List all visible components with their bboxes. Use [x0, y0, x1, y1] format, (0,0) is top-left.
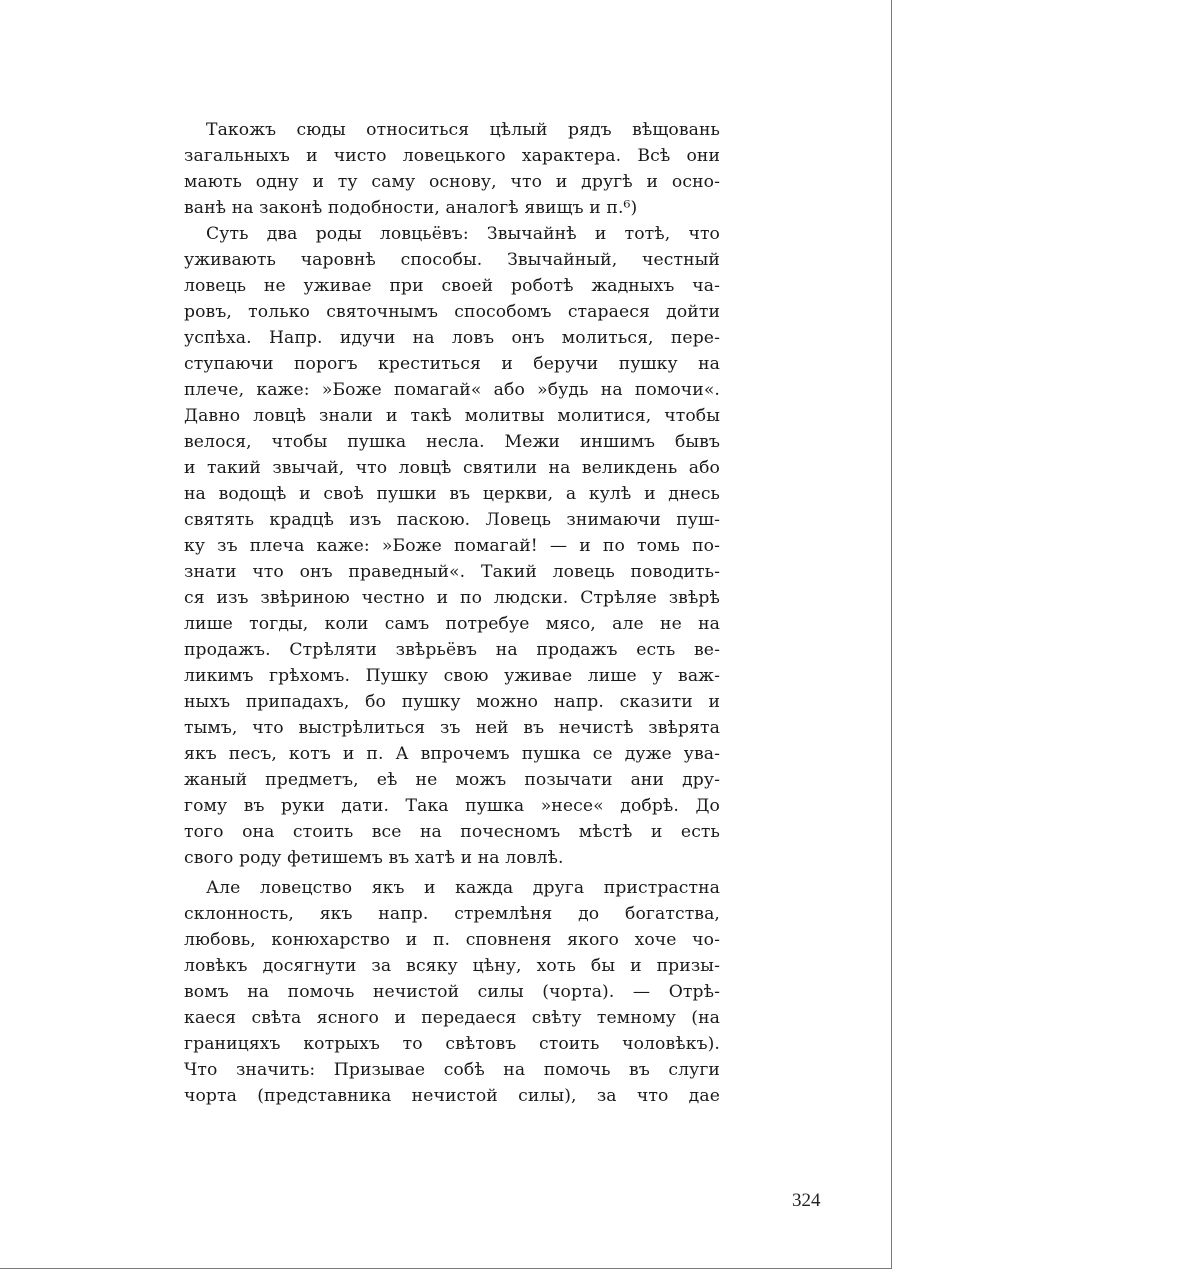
text-line: на водощѣ и своѣ пушки въ церкви, а кулѣ и днесь: [184, 484, 720, 504]
text-line: склонность, якъ напр. стремлѣня до богатства,: [184, 904, 720, 924]
text-line: велося, чтобы пушка несла. Межи иншимъ бывъ: [184, 432, 720, 452]
text-line: ловець не уживае при своей роботѣ жадныхъ ча-: [184, 276, 720, 296]
text-line: ку зъ плеча каже: »Боже помагай! — и по томь по-: [184, 536, 720, 556]
text-line: вомъ на помочь нечистой силы (чорта). — Отрѣ-: [184, 982, 720, 1002]
text-line: якъ песъ, котъ и п. А впрочемъ пушка се дуже ува-: [184, 744, 720, 764]
text-line: ся изъ звѣриною честно и по людски. Стрѣляе звѣрѣ: [184, 588, 720, 608]
text-line: ступаючи порогъ креститься и беручи пушку на: [184, 354, 720, 374]
text-line: гому въ руки дати. Така пушка »несе« добрѣ. До: [184, 796, 720, 816]
text-line: загальныхъ и чисто ловецького характера. Всѣ они: [184, 146, 720, 166]
text-line: ровъ, только святочнымъ способомъ стараеся дойти: [184, 302, 720, 322]
page-number: 324: [792, 1190, 821, 1211]
text-line: Такожъ сюды относиться цѣлый рядъ вѣщовань: [206, 120, 720, 140]
text-line: Что значить: Призывае собѣ на помочь въ слуги: [184, 1060, 720, 1080]
text-line: продажъ. Стрѣляти звѣрьёвъ на продажъ есть ве-: [184, 640, 720, 660]
text-line: границяхъ котрыхъ то свѣтовъ стоить чоловѣкъ).: [184, 1034, 720, 1054]
text-line: ловѣкъ досягнути за всяку цѣну, хоть бы и призы-: [184, 956, 720, 976]
text-line: ликимъ грѣхомъ. Пушку свою уживае лише у важ-: [184, 666, 720, 686]
text-line: Але ловецство якъ и кажда друга пристрастна: [206, 878, 720, 898]
text-line: того она стоить все на почесномъ мѣстѣ и есть: [184, 822, 720, 842]
text-line: мають одну и ту саму основу, что и другѣ и осно-: [184, 172, 720, 192]
body-text: [184, 117, 720, 1109]
text-line: свого роду фетишемъ въ хатѣ и на ловлѣ.: [184, 848, 564, 868]
text-line: лише тогды, коли самъ потребуе мясо, але не на: [184, 614, 720, 634]
text-line: чорта (представника нечистой силы), за что дае: [184, 1086, 720, 1106]
text-line: плече, каже: »Боже помагай« або »будь на помочи«.: [184, 380, 720, 400]
text-line: каеся свѣта ясного и передаеся свѣту темному (на: [184, 1008, 720, 1028]
text-line: уживають чаровнѣ способы. Звычайный, честный: [184, 250, 720, 270]
text-line: жаный предметъ, еѣ не можъ позычати ани дру-: [184, 770, 720, 790]
text-line: тымъ, что выстрѣлиться зъ ней въ нечистѣ звѣрята: [184, 718, 720, 738]
text-line: Давно ловцѣ знали и такѣ молитвы молитися, чтобы: [184, 406, 720, 426]
text-line: Суть два роды ловцьёвъ: Звычайнѣ и тотѣ, что: [206, 224, 720, 244]
text-line: успѣха. Напр. идучи на ловъ онъ молиться, пере-: [184, 328, 720, 348]
text-line: любовь, конюхарство и п. сповненя якого хоче чо-: [184, 930, 720, 950]
text-line: знати что онъ праведный«. Такий ловець поводить-: [184, 562, 720, 582]
text-line: святять крадцѣ изъ паскою. Ловець знимаючи пуш-: [184, 510, 720, 530]
text-line: ныхъ припадахъ, бо пушку можно напр. сказити и: [184, 692, 720, 712]
text-line: и такий звычай, что ловцѣ святили на великдень або: [184, 458, 720, 478]
text-line: ванѣ на законѣ подобности, аналогѣ явищъ и п.⁶): [184, 198, 638, 218]
